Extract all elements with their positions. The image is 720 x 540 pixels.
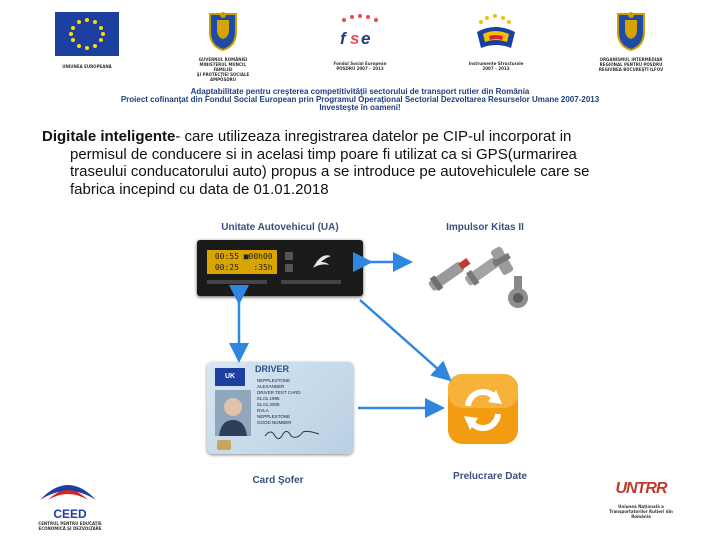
gov-caption-line: ŞI PROTECŢIEI SOCIALE — [196, 72, 250, 77]
untrr-caption-line: Transportatorilor Rutieri din — [609, 509, 673, 514]
card-line: DVLA — [257, 408, 269, 413]
untrr-name: UNTRR — [615, 480, 667, 497]
oirp-logo — [598, 10, 664, 76]
untrr-caption-line: România — [631, 514, 651, 519]
brand-swoosh-icon — [309, 252, 335, 272]
driver-portrait-icon — [215, 390, 251, 436]
tachograph-display — [207, 250, 277, 274]
front-button — [285, 252, 293, 260]
oirp-caption-line: REGIONAL PENTRU POSDRU — [599, 62, 663, 67]
impulsor-label: Impulsor Kitas II — [446, 222, 524, 233]
fse-caption-line: POSDRU 2007 – 2013 — [336, 66, 384, 71]
coat-of-arms-icon — [190, 10, 256, 52]
oirp-caption-line: ORGANISMUL INTERMEDIAR — [599, 57, 663, 62]
svg-text:s: s — [350, 29, 360, 48]
project-slogan: Investeşte în oameni! — [319, 103, 401, 112]
struct-caption-line: Instrumente Structurale — [468, 61, 524, 66]
body-line: traseului conducatorului auto) propus a se introduce pe autovehiculele care se — [70, 163, 590, 180]
gov-caption-line: AMPOSDRU — [210, 77, 236, 82]
signature-icon — [263, 428, 323, 440]
card-line: 01.01.2008 — [257, 402, 280, 407]
impulsor-sensors-icon — [420, 232, 530, 312]
fse-logo-icon — [330, 12, 390, 56]
tachograph-unit — [197, 240, 363, 296]
card-line: ALEXANDER — [257, 384, 285, 389]
data-processing-label: Prelucrare Date — [453, 471, 527, 482]
card-line: NEPPLESTONE — [257, 378, 291, 383]
gov-logo — [190, 10, 256, 82]
display-row: 00:25 :35h — [210, 263, 273, 272]
ceed-logo — [38, 480, 102, 532]
driver-card-label: Card Şofer — [252, 475, 304, 486]
card-line: 01.01.1995 — [257, 396, 280, 401]
project-title: Adaptabilitate pentru creşterea competitivităţii sectorului de transport rutier din România — [190, 87, 530, 96]
body-line: permisul de conducere si in acelasi timp poare fi utilizat ca si GPS(urmarirea — [70, 145, 577, 163]
svg-text:e: e — [361, 29, 371, 48]
card-country-flag — [215, 368, 245, 386]
front-button — [285, 264, 293, 272]
structural-instruments-icon — [465, 12, 527, 56]
card-details — [257, 378, 301, 426]
eu-caption: UNIUNEA EUROPEANĂ — [62, 64, 112, 69]
bold-term: Digitale inteligente — [42, 128, 176, 145]
fse-logo — [330, 12, 390, 72]
structural-instruments-logo — [465, 12, 527, 72]
body-line: fabrica incepind cu data de 01.01.2018 — [70, 180, 329, 198]
ceed-name: CEED — [53, 507, 87, 521]
ceed-caption-line: CENTRUL PENTRU EDUCAŢIE — [38, 521, 102, 526]
gov-caption-line: MINISTERUL MUNCII, FAMILIEI — [199, 62, 247, 72]
oirp-caption-line: REGIUNEA BUCUREŞTI ILFOV — [598, 67, 664, 72]
vehicle-unit-label: Unitate Autovehicul (UA) — [221, 222, 339, 233]
body-paragraph — [42, 128, 662, 198]
card-title: DRIVER — [255, 364, 290, 374]
card-country-code: UK — [224, 373, 236, 380]
eu-logo — [55, 12, 119, 68]
ceed-caption-line: ECONOMICĂ ŞI DEZVOLTARE — [38, 526, 102, 531]
svg-text:f: f — [340, 29, 346, 48]
project-funding-line: Proiect cofinanţat din Fondul Social European prin Programul Operaţional Sectorial Dezvoltarea Resurselor Umane 2007-2013 — [120, 95, 600, 104]
gov-caption-line: GUVERNUL ROMÂNIEI — [198, 57, 248, 62]
untrr-logo — [606, 480, 676, 536]
card-slot — [207, 280, 267, 284]
data-processing-icon — [446, 372, 520, 446]
fse-caption-line: Fondul Social European — [333, 61, 387, 66]
driver-card — [207, 362, 353, 454]
struct-caption-line: 2007 – 2013 — [482, 66, 510, 71]
card-line: GOOD NUMBER — [257, 420, 292, 425]
card-line: DRIVER TEST CARD — [257, 390, 301, 395]
driver-photo — [215, 390, 251, 436]
untrr-caption-line: Uniunea Naţională a — [618, 504, 664, 509]
card-slot — [281, 280, 341, 284]
display-row: 00:55 ■00h00 — [210, 252, 273, 261]
card-chip-icon — [217, 440, 231, 450]
card-line: NEPPLESTONE — [257, 414, 291, 419]
eu-flag-icon — [55, 12, 119, 56]
ceed-swoosh-icon — [38, 480, 98, 502]
coat-of-arms-icon — [598, 10, 664, 52]
body-line: - care utilizeaza inregistrarea datelor pe CIP-ul incorporat in — [175, 128, 572, 145]
